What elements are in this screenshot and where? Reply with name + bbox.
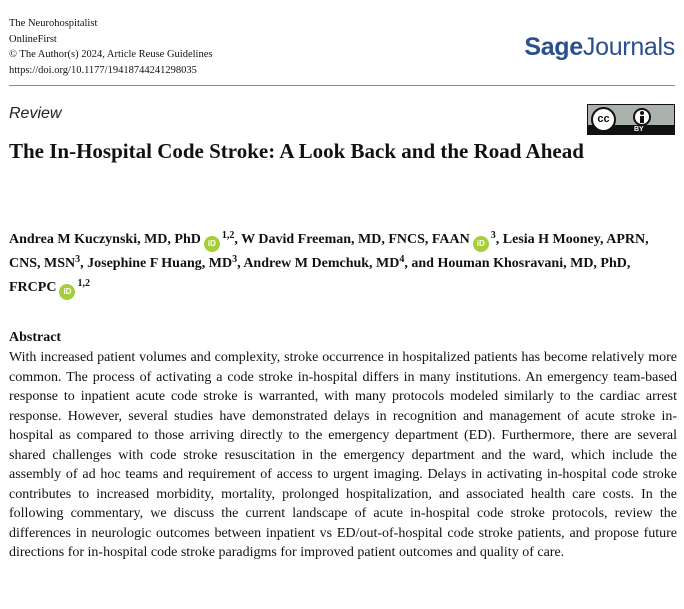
attribution-person-icon — [633, 108, 651, 126]
orcid-icon[interactable]: iD — [59, 284, 75, 300]
brand-part1: Sage — [524, 33, 583, 61]
brand-part2: Journals — [582, 33, 675, 61]
affiliation-marker[interactable]: 1,2 — [221, 230, 235, 241]
journal-meta — [9, 16, 212, 78]
affiliation-marker[interactable]: 1,2 — [77, 278, 90, 289]
header-divider — [9, 85, 675, 86]
author-name[interactable]: Lesia H Mooney, APRN, CNS, MSN — [9, 232, 649, 271]
copyright-line[interactable]: © The Author(s) 2024, Article Reuse Guidelines — [9, 49, 213, 60]
sage-journals-logo[interactable] — [524, 33, 675, 62]
orcid-icon[interactable]: iD — [204, 236, 220, 252]
affiliation-marker[interactable]: 3 — [490, 230, 496, 241]
author-separator: , — [80, 256, 88, 271]
orcid-icon[interactable]: iD — [473, 236, 489, 252]
author-separator: , — [237, 256, 244, 271]
article-title: The In-Hospital Code Stroke: A Look Back and the Road Ahead — [9, 139, 584, 163]
author-list — [9, 228, 677, 300]
author-name[interactable]: Josephine F Huang, MD — [87, 256, 233, 271]
abstract-text: With increased patient volumes and complexity, stroke occurrence in hospitalized patients has become relatively more common. The process of activating a code stroke in-hospital differs in many institutions. An emergency team-based response to inpatient acute code stroke is warranted, with many protocols modeled similarly to the cardiac arrest response. However, several studies have demonstrated delays in recognition and management of acute stroke in-hospital as compared to those arriving directly to the emergency department (ED). Furthermore, there are several shared challenges with code stroke resuscitation in the emergency department and the ward, which include the assembly of ad hoc teams and requirement of access to urgent imaging. Delays in activating in-hospital code stroke contributes to increased morbidity, mortality, prolonged hospitalization, and associated health care costs. In the following commentary, we discuss the current landscape of acute in-hospital code stroke protocols, review the differences in neurologic outcomes between inpatient vs ED/out-of-hospital code stroke patients, and propose future directions for in-hospital code stroke paradigms for improved patient outcomes and quality of care. — [9, 350, 677, 560]
author-name[interactable]: Andrew M Demchuk, MD — [243, 256, 400, 271]
abstract-heading: Abstract — [9, 330, 62, 345]
doi-link[interactable]: https://doi.org/10.1177/19418744241298035 — [9, 64, 197, 76]
affiliation-marker[interactable]: 4 — [399, 254, 405, 265]
author-separator: , — [234, 232, 242, 247]
author-separator: , and — [404, 256, 438, 271]
author-name[interactable]: W David Freeman, MD, FNCS, FAAN — [241, 232, 470, 247]
author-separator: , — [495, 232, 503, 247]
by-label: BY — [634, 126, 644, 133]
author-name[interactable]: Andrea M Kuczynski, MD, PhD — [9, 232, 201, 247]
cc-by-license-badge[interactable] — [587, 104, 675, 135]
author-name[interactable]: Houman Khosravani, MD, PhD, FRCPC — [9, 256, 631, 295]
journal-status: OnlineFirst — [9, 33, 57, 45]
article-type: Review — [9, 105, 62, 122]
journal-name: The Neurohospitalist — [9, 18, 98, 29]
affiliation-marker[interactable]: 3 — [75, 254, 81, 265]
cc-icon: cc — [591, 107, 616, 132]
affiliation-marker[interactable]: 3 — [232, 254, 238, 265]
